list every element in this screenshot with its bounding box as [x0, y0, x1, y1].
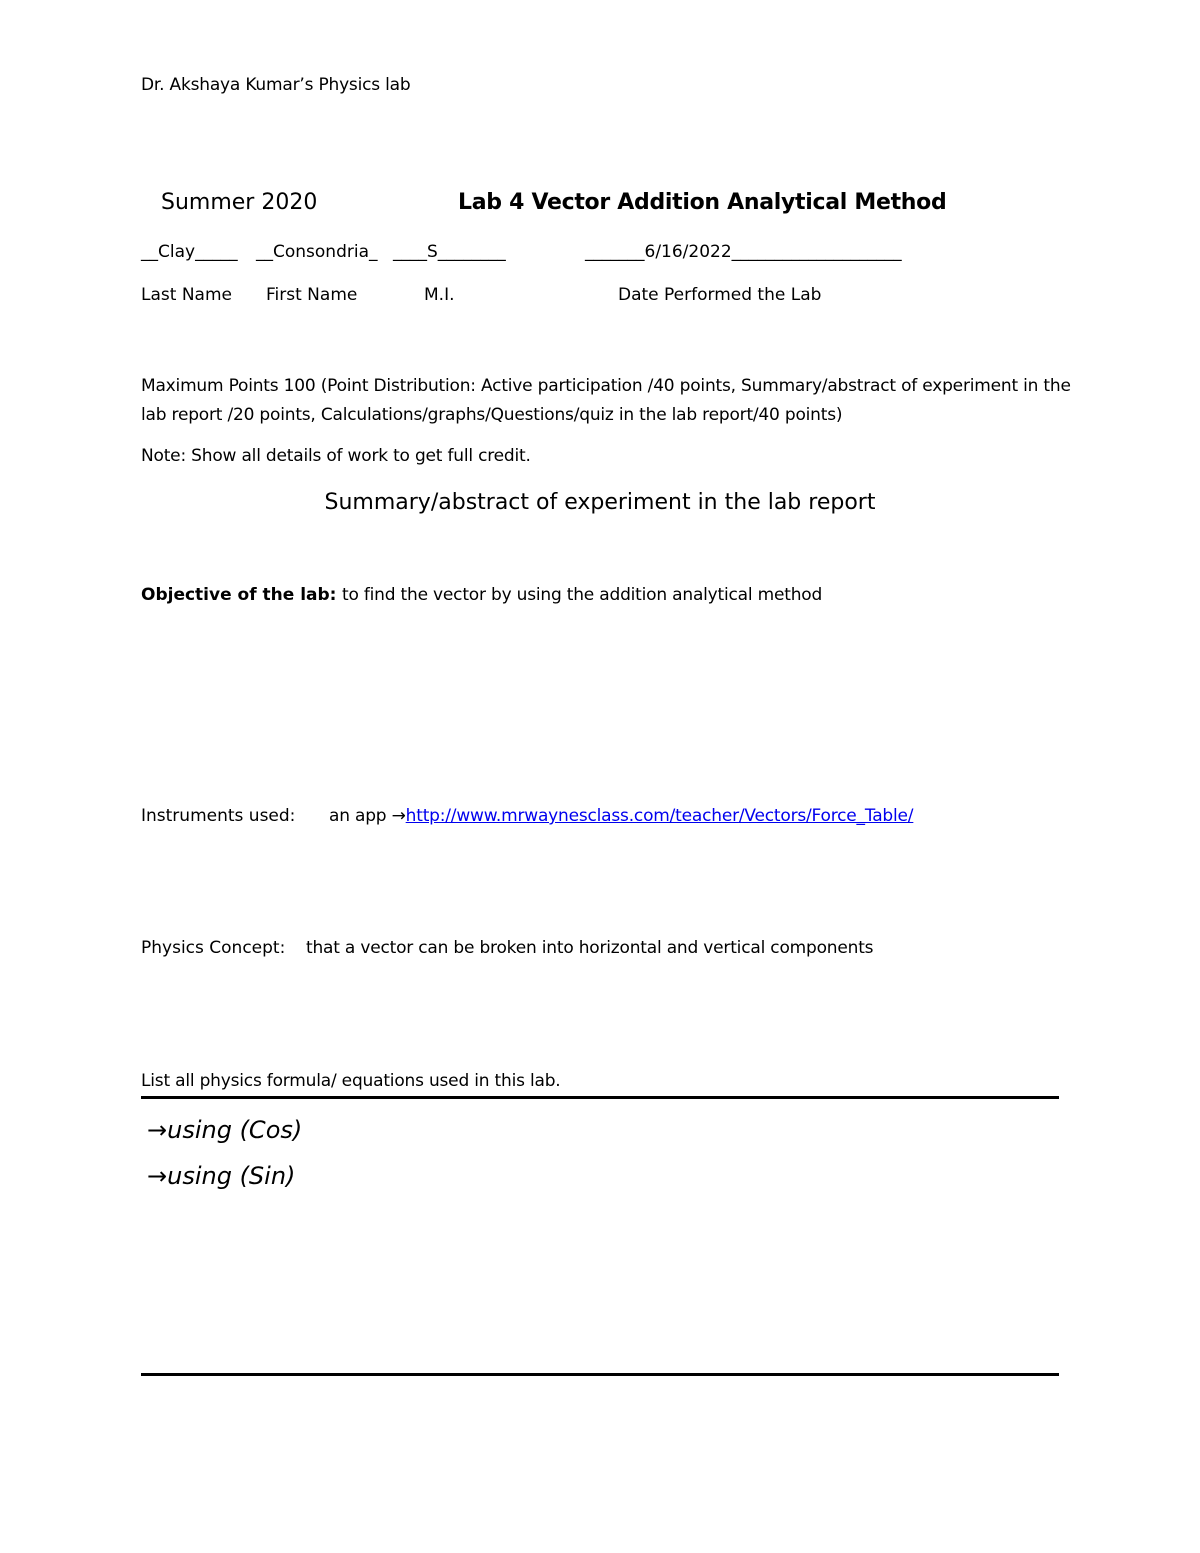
last-name-label: Last Name — [141, 285, 232, 305]
first-name-field[interactable]: __Consondria_ — [256, 242, 378, 262]
objective-value: to find the vector by using the addition analytical method — [342, 585, 823, 605]
first-name-label: First Name — [266, 285, 358, 305]
formula-text: using (Sin) — [167, 1162, 296, 1190]
formula-text: using (Cos) — [167, 1116, 303, 1144]
last-name-field[interactable]: __Clay_____ — [141, 242, 238, 262]
middle-initial-field[interactable]: ____S________ — [393, 242, 506, 262]
points-distribution: Maximum Points 100 (Point Distribution: Active participation /40 points, Summary/abstract of experiment in the lab report /20 points, Calculations/graphs/Questions/quiz in the lab report/40 points) — [141, 376, 1071, 425]
formula-item — [147, 1162, 295, 1190]
instruments-prefix: an app → — [329, 806, 406, 826]
formula-item — [147, 1116, 302, 1144]
formulas-top-rule — [141, 1096, 1059, 1099]
objective-label: Objective of the lab: — [141, 585, 337, 605]
note: Note: Show all details of work to get full credit. — [141, 446, 531, 466]
page-header: Dr. Akshaya Kumar’s Physics lab — [141, 75, 411, 95]
right-arrow-icon: → — [147, 1162, 168, 1190]
physics-concept-value: that a vector can be broken into horizontal and vertical components — [306, 938, 874, 958]
lab-title: Lab 4 Vector Addition Analytical Method — [458, 190, 947, 215]
instruments-value — [329, 806, 913, 826]
middle-initial-label: M.I. — [424, 285, 455, 305]
physics-concept-label: Physics Concept: — [141, 938, 286, 958]
date-performed-field[interactable]: _______6/16/2022____________________ — [585, 242, 902, 262]
formulas-label: List all physics formula/ equations used in this lab. — [141, 1071, 561, 1091]
right-arrow-icon: → — [147, 1116, 168, 1144]
force-table-link[interactable]: http://www.mrwaynesclass.com/teacher/Vectors/Force_Table/ — [405, 806, 914, 826]
instruments-label: Instruments used: — [141, 806, 296, 826]
date-performed-label: Date Performed the Lab — [618, 285, 822, 305]
formulas-bottom-rule — [141, 1373, 1059, 1376]
semester: Summer 2020 — [161, 190, 318, 215]
section-title: Summary/abstract of experiment in the lab report — [324, 490, 876, 515]
